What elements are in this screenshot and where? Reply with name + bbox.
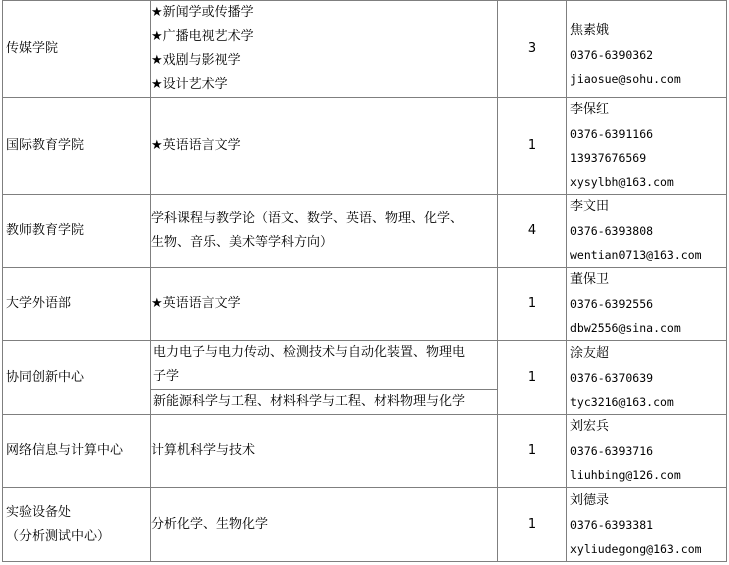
contact-cell xyxy=(567,415,727,488)
contact-email: liuhbing@126.com xyxy=(570,468,681,482)
college-name: 大学外语部 xyxy=(6,296,72,311)
contact-cell xyxy=(567,195,727,268)
contact-email: wentian0713@163.com xyxy=(570,248,702,262)
college-name: 传媒学院 xyxy=(6,41,59,56)
count-cell xyxy=(498,268,567,341)
contact-cell xyxy=(567,341,727,415)
table-row xyxy=(3,415,727,488)
college-cell xyxy=(3,195,151,268)
count-value: 1 xyxy=(527,296,537,311)
contact-cell xyxy=(567,488,727,562)
major-item: 分析化学、生物化学 xyxy=(151,516,269,532)
major-item: 学科课程与教学论（语文、数学、英语、物理、化学、 xyxy=(151,211,464,226)
contact-name: 刘宏兵 xyxy=(570,419,610,434)
majors-cell xyxy=(151,195,498,268)
majors-cell xyxy=(151,488,498,562)
college-cell xyxy=(3,488,151,562)
college-cell xyxy=(3,98,151,195)
majors-cell xyxy=(151,268,498,341)
table-row xyxy=(3,268,727,341)
contact-name: 董保卫 xyxy=(570,272,610,287)
count-value: 1 xyxy=(527,369,537,385)
count-cell xyxy=(498,415,567,488)
contact-email: tyc3216@163.com xyxy=(570,394,674,409)
majors-cell xyxy=(151,1,498,98)
major-item: ★广播电视艺术学 xyxy=(151,29,254,44)
major-item: ★新闻学或传播学 xyxy=(151,5,254,20)
contact-name: 刘德录 xyxy=(570,492,610,508)
contact-name: 涂友超 xyxy=(570,345,610,361)
table-row xyxy=(3,1,727,98)
majors-cell xyxy=(151,415,498,488)
count-value: 1 xyxy=(527,443,537,458)
contact-name: 李文田 xyxy=(570,199,610,214)
majors-cell xyxy=(151,98,498,195)
count-cell xyxy=(498,1,567,98)
count-value: 4 xyxy=(527,223,537,238)
contact-email: xysylbh@163.com xyxy=(570,175,674,189)
contact-mobile: 13937676569 xyxy=(570,151,647,165)
contact-phone: 0376-6390362 xyxy=(570,48,654,62)
contact-email: jiaosue@sohu.com xyxy=(570,72,681,86)
table-row xyxy=(3,341,727,415)
count-value: 1 xyxy=(527,516,537,532)
count-cell xyxy=(498,98,567,195)
major-item: 生物、音乐、美术等学科方向） xyxy=(151,235,334,250)
college-name: 国际教育学院 xyxy=(6,138,85,153)
college-subname: （分析测试中心） xyxy=(6,528,111,544)
college-cell xyxy=(3,268,151,341)
contact-name: 焦素娥 xyxy=(570,23,610,38)
contact-email: xyliudegong@163.com xyxy=(570,541,702,556)
contact-name: 李保红 xyxy=(570,102,610,117)
recruitment-table xyxy=(2,0,727,562)
majors-cell xyxy=(151,341,498,415)
contact-cell xyxy=(567,98,727,195)
contact-cell xyxy=(567,268,727,341)
college-name: 实验设备处 xyxy=(6,504,72,520)
majors-group-bottom xyxy=(151,389,497,414)
majors-group-top xyxy=(151,341,497,389)
count-cell xyxy=(498,341,567,415)
college-name: 网络信息与计算中心 xyxy=(6,443,124,458)
count-cell xyxy=(498,488,567,562)
count-value: 1 xyxy=(527,138,537,153)
contact-cell xyxy=(567,1,727,98)
major-item: ★戏剧与影视学 xyxy=(151,53,241,68)
college-cell xyxy=(3,1,151,98)
contact-phone: 0376-6393716 xyxy=(570,444,654,458)
college-name: 教师教育学院 xyxy=(6,223,85,238)
count-cell xyxy=(498,195,567,268)
contact-phone: 0376-6393808 xyxy=(570,224,654,238)
contact-email: dbw2556@sina.com xyxy=(570,321,681,335)
table-row xyxy=(3,488,727,562)
college-name: 协同创新中心 xyxy=(6,369,85,385)
college-cell xyxy=(3,415,151,488)
major-item: 子学 xyxy=(153,369,180,384)
contact-phone: 0376-6391166 xyxy=(570,127,654,141)
contact-phone: 0376-6393381 xyxy=(570,517,654,532)
contact-phone: 0376-6370639 xyxy=(570,370,654,385)
major-item: 电力电子与电力传动、检测技术与自动化装置、物理电 xyxy=(153,345,466,360)
major-item: 新能源科学与工程、材料科学与工程、材料物理与化学 xyxy=(153,394,466,409)
major-item: ★英语语言文学 xyxy=(151,296,241,311)
count-value: 3 xyxy=(527,41,537,56)
major-item: ★设计艺术学 xyxy=(151,77,228,92)
table-row xyxy=(3,98,727,195)
major-item: 计算机科学与技术 xyxy=(151,443,256,458)
contact-phone: 0376-6392556 xyxy=(570,297,654,311)
major-item: ★英语语言文学 xyxy=(151,138,241,153)
college-cell xyxy=(3,341,151,415)
table-row xyxy=(3,195,727,268)
